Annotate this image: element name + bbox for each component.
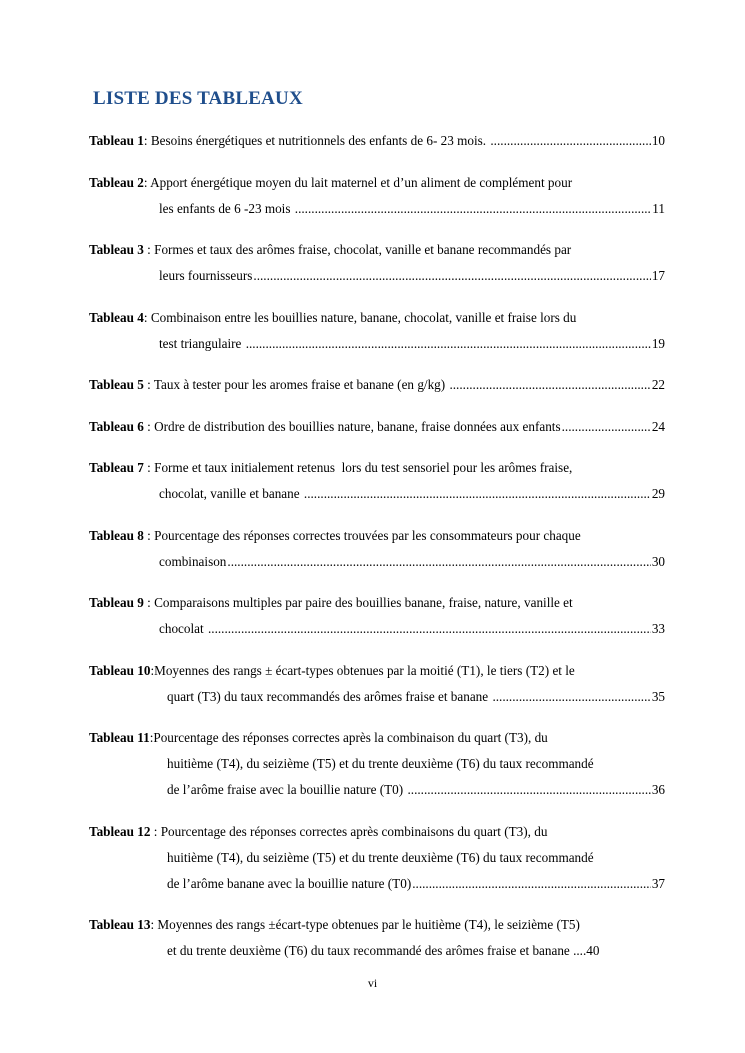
entry-text: : Comparaisons multiples par paire des bouillies banane, fraise, nature, vanille et [143,595,573,610]
entry-label: Tableau 3 [89,242,144,257]
dot-leader [253,263,650,289]
list-item-tableau-13[interactable] [89,912,665,964]
entry-label: Tableau 6 [89,418,144,434]
entry-text: les enfants de 6 -23 mois [159,200,294,216]
entry-label: Tableau 10 [89,662,151,678]
entry-text: : Pourcentage des réponses correctes après combinaisons du quart (T3), du [150,823,548,839]
list-item-tableau-1[interactable] [89,128,665,154]
entry-text: : Formes et taux des arômes fraise, chocolat, vanille et banane recommandés par [143,242,572,257]
dot-leader [295,196,652,222]
dot-leader [412,871,651,897]
entry-text: : Pourcentage des réponses correctes trouvées par les consommateurs pour chaque [143,527,581,543]
page-number: 37 [651,875,665,891]
dot-leader [208,616,651,642]
list-item-tableau-6[interactable] [89,414,665,440]
entry-label: Tableau 9 [89,595,144,610]
entry-text: :Moyennes des rangs ± écart-types obtenues par la moitié (T1), le tiers (T2) et le [150,662,575,678]
dot-leader [246,331,651,357]
list-item-tableau-3[interactable] [89,237,665,289]
entry-text: huitième (T4), du seizième (T5) et du trente deuxième (T6) du taux recommandé [167,756,594,771]
page-number: 36 [651,782,665,797]
dot-leader [449,372,650,398]
dot-leader [227,549,650,575]
page-number: 40 [586,943,600,958]
page-number: 30 [651,553,665,569]
dot-leader [492,684,650,710]
entry-text: quart (T3) du taux recommandés des arômes fraise et banane [167,688,492,704]
list-item-tableau-5[interactable] [89,372,665,398]
entry-text: : Combinaison entre les bouillies nature, banane, chocolat, vanille et fraise lors du [143,309,577,325]
list-item-tableau-4[interactable] [89,305,665,357]
entry-label: Tableau 8 [89,527,144,543]
list-item-tableau-9[interactable] [89,590,665,642]
page-number: 24 [651,418,665,434]
entry-label: Tableau 4 [89,309,144,325]
entry-label: Tableau 5 [89,377,144,392]
entry-text: et du trente deuxième (T6) du taux recommandé des arômes fraise et banane .... [167,943,587,958]
entry-text: combinaison [159,553,227,569]
entry-text: chocolat [159,621,207,636]
entry-text: de l’arôme banane avec la bouillie nature (T0) [167,875,412,891]
entry-text: : Besoins énergétiques et nutritionnels des enfants de 6- 23 mois. [143,133,490,148]
page-number: 33 [651,621,665,636]
list-item-tableau-7[interactable] [89,455,665,507]
dot-leader [562,414,651,440]
entry-label: Tableau 13 [89,917,151,932]
dot-leader [490,128,650,154]
entry-label: Tableau 12 [89,823,151,839]
entry-text: de l’arôme fraise avec la bouillie nature (T0) [167,782,407,797]
list-item-tableau-2[interactable] [89,170,665,222]
page-number: 35 [651,688,665,704]
page-number: 11 [652,200,665,216]
dot-leader [407,777,650,803]
entry-text: : Taux à tester pour les aromes fraise et banane (en g/kg) [143,377,449,392]
entry-text: leurs fournisseurs [159,268,253,283]
list-item-tableau-11[interactable] [89,725,665,803]
entry-text: chocolat, vanille et banane [159,486,303,501]
dot-leader [304,481,651,507]
entry-text: : Forme et taux initialement retenus lors du test sensoriel pour les arômes fraise, [143,460,573,475]
entry-label: Tableau 11 [89,730,150,745]
page-title: LISTE DES TABLEAUX [93,88,303,109]
page-number: 19 [651,335,665,351]
page-number: 17 [651,268,665,283]
entry-label: Tableau 7 [89,460,144,475]
page-number: 29 [651,486,665,501]
list-item-tableau-12[interactable] [89,819,665,897]
entry-text: : Apport énergétique moyen du lait maternel et d’un aliment de complément pour [143,174,573,190]
list-item-tableau-8[interactable] [89,523,665,575]
table-list [89,128,665,980]
entry-label: Tableau 1 [89,133,144,148]
list-item-tableau-10[interactable] [89,658,665,710]
entry-label: Tableau 2 [89,174,144,190]
entry-text: : Moyennes des rangs ±écart-type obtenues par le huitième (T4), le seizième (T5) [150,917,580,932]
entry-text: test triangulaire [159,335,245,351]
entry-text: huitième (T4), du seizième (T5) et du trente deuxième (T6) du taux recommandé [167,849,594,865]
page-footer-number: vi [367,976,378,990]
entry-text: : Ordre de distribution des bouillies nature, banane, fraise données aux enfants [143,418,561,434]
page-number: 22 [651,377,665,392]
entry-text: :Pourcentage des réponses correctes après la combinaison du quart (T3), du [149,730,548,745]
page-number: 10 [651,133,665,148]
